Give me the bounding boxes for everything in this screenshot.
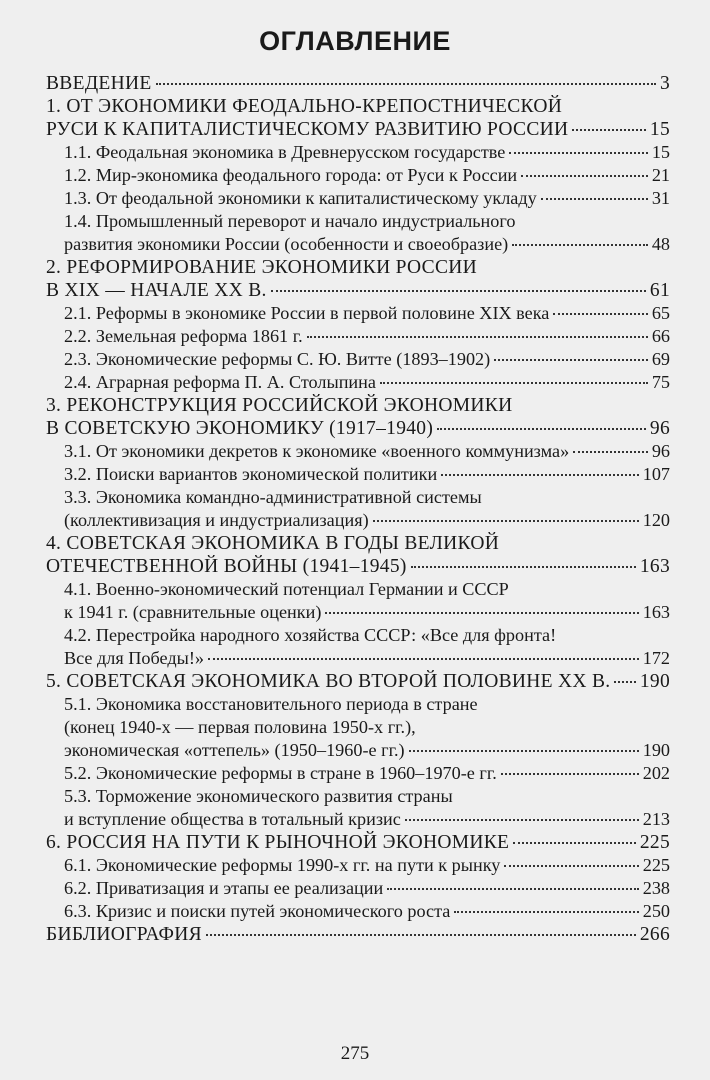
toc-chapter [46,831,670,854]
dot-leader [553,313,647,315]
toc-entry-line [64,325,670,348]
page-number: 275 [340,1043,370,1064]
toc-page-number: 225 [639,832,670,853]
dot-leader [373,520,639,522]
toc-entry-text: к 1941 г. (сравнительные оценки) [64,602,322,622]
toc-entry-text: РУСИ К КАПИТАЛИСТИЧЕСКОМУ РАЗВИТИЮ РОССИИ [46,119,569,140]
toc-entry-line [46,118,670,141]
dot-leader [541,198,648,200]
toc-entry-line [64,233,670,256]
toc-entry-line [64,854,670,877]
toc-entry-line [64,762,670,785]
dot-leader [387,888,638,890]
toc-entry-line [64,440,670,463]
toc-entry-line [64,900,670,923]
toc-entry-text: 2.1. Реформы в экономике России в первой половине XIX века [64,303,550,323]
page-title: ОГЛАВЛЕНИЕ [259,26,451,56]
toc-entry-text: 1. ОТ ЭКОНОМИКИ ФЕОДАЛЬНО-КРЕПОСТНИЧЕСКОЙ [46,96,563,117]
toc-section [46,624,670,670]
toc-page-number: 266 [639,924,670,945]
toc-entry-text: развития экономики России (особенности и своеобразие) [64,234,509,254]
toc-page-number: 190 [639,671,670,692]
toc-entry-line [64,371,670,394]
toc-page-number: 225 [642,855,670,875]
dot-leader [156,83,656,85]
toc-chapter [46,256,670,302]
toc-chapter [46,394,670,440]
toc-section [46,785,670,831]
toc-entry-text: 4. СОВЕТСКАЯ ЭКОНОМИКА В ГОДЫ ВЕЛИКОЙ [46,533,500,554]
toc-page-number: 250 [642,901,670,921]
dot-leader [501,773,639,775]
toc-entry-line [64,877,670,900]
toc-page-number: 21 [651,165,670,185]
toc-page-number: 69 [651,349,670,369]
toc-chapter [46,923,670,946]
toc-entry-line [64,509,670,532]
toc-entry-line [64,302,670,325]
dot-leader [271,290,646,292]
toc-entry-line [46,923,670,946]
toc-page-number: 65 [651,303,670,323]
dot-leader [411,566,636,568]
toc-page-number: 107 [642,464,670,484]
toc-section [46,578,670,624]
toc-entry-line [64,647,670,670]
toc-entry-text: экономическая «оттепель» (1950–1960-е гг.) [64,740,405,760]
toc-entry-text: 3. РЕКОНСТРУКЦИЯ РОССИЙСКОЙ ЭКОНОМИКИ [46,395,513,416]
toc-entry-text: 1.3. От феодальной экономики к капиталистическому укладу [64,188,537,208]
toc-entry-text: 5. СОВЕТСКАЯ ЭКОНОМИКА ВО ВТОРОЙ ПОЛОВИНЕ XX В. [46,671,611,692]
toc-chapter [46,72,670,95]
toc-section [46,187,670,210]
toc-entry-line [46,72,670,95]
toc-entry-text: 4.1. Военно-экономический потенциал Германии и СССР [64,579,509,599]
toc-entry-text: 1.2. Мир-экономика феодального города: от Руси к России [64,165,518,185]
toc-page-number: 202 [642,763,670,783]
toc-entry-text: 3.2. Поиски вариантов экономической политики [64,464,438,484]
toc-entry-text: 6.3. Кризис и поиски путей экономического роста [64,901,451,921]
toc-entry-text: В XIX — НАЧАЛЕ XX В. [46,280,267,301]
toc-entry-line [64,739,670,762]
toc-entry-text: (конец 1940-х — первая половина 1950-х гг.), [64,717,416,737]
dot-leader [454,911,638,913]
dot-leader [504,865,638,867]
toc-entry-line [64,141,670,164]
dot-leader [208,658,639,660]
dot-leader [380,382,648,384]
dot-leader [307,336,648,338]
toc-entry-line [64,164,670,187]
toc-entry-text: 3.3. Экономика командно-административной системы [64,487,482,507]
toc-section [46,302,670,325]
toc-entry-line [64,463,670,486]
toc-page-number: 31 [651,188,670,208]
toc-chapter [46,95,670,141]
toc-page-number: 238 [642,878,670,898]
toc-section [46,348,670,371]
toc-entry-text: Все для Победы!» [64,648,204,668]
toc-entry-text: 2.2. Земельная реформа 1861 г. [64,326,303,346]
toc-page-number: 61 [649,280,670,301]
toc-entry-line [46,831,670,854]
toc-section [46,141,670,164]
toc-entry-line [46,670,670,693]
toc-page-number: 15 [649,119,670,140]
dot-leader [494,359,648,361]
toc-page-number: 96 [651,441,670,461]
toc-entry-text: БИБЛИОГРАФИЯ [46,924,202,945]
toc-entry-text: ВВЕДЕНИЕ [46,73,152,94]
toc-entry-text: 2.4. Аграрная реформа П. А. Столыпина [64,372,376,392]
toc-entry-text: 3.1. От экономики декретов к экономике «военного коммунизма» [64,441,570,461]
toc-page-number: 75 [651,372,670,392]
dot-leader [521,175,648,177]
toc-entry-text: и вступление общества в тотальный кризис [64,809,401,829]
toc-entry-line [46,555,670,578]
toc-section [46,210,670,256]
toc-page-number: 15 [651,142,670,162]
dot-leader [572,129,645,131]
toc-page-number: 48 [651,234,670,254]
dot-leader [325,612,638,614]
toc-entry-text: 6.1. Экономические реформы 1990-х гг. на пути к рынку [64,855,501,875]
toc-section [46,463,670,486]
toc-page-number: 190 [642,740,670,760]
toc-entry-text: 5.1. Экономика восстановительного периода в стране [64,694,478,714]
dot-leader [513,842,636,844]
dot-leader [573,451,648,453]
toc-section [46,900,670,923]
toc-entry-text: В СОВЕТСКУЮ ЭКОНОМИКУ (1917–1940) [46,418,434,439]
toc-entry-text: ОТЕЧЕСТВЕННОЙ ВОЙНЫ (1941–1945) [46,556,407,577]
toc-section [46,693,670,762]
toc-section [46,440,670,463]
dot-leader [509,152,647,154]
toc-page-number: 3 [659,73,670,94]
toc-entry-line [46,279,670,302]
dot-leader [409,750,639,752]
toc-page-number: 66 [651,326,670,346]
toc-entry-text: 6. РОССИЯ НА ПУТИ К РЫНОЧНОЙ ЭКОНОМИКЕ [46,832,510,853]
toc-section [46,371,670,394]
table-of-contents [46,72,670,946]
toc-entry-text: 1.1. Феодальная экономика в Древнерусском государстве [64,142,506,162]
toc-entry-text: 6.2. Приватизация и этапы ее реализации [64,878,384,898]
toc-chapter [46,670,670,693]
toc-entry-text: 5.3. Торможение экономического развития страны [64,786,453,806]
toc-entry-text: 4.2. Перестройка народного хозяйства СССР: «Все для фронта! [64,625,557,645]
toc-entry-line [46,417,670,440]
dot-leader [437,428,646,430]
toc-entry-text: 5.2. Экономические реформы в стране в 1960–1970-е гг. [64,763,497,783]
toc-entry-line [64,601,670,624]
toc-chapter [46,532,670,578]
dot-leader [512,244,648,246]
toc-section [46,854,670,877]
toc-page-number: 213 [642,809,670,829]
dot-leader [441,474,639,476]
toc-entry-line [64,808,670,831]
toc-entry-text: 2.3. Экономические реформы С. Ю. Витте (1893–1902) [64,349,491,369]
dot-leader [405,819,639,821]
toc-section [46,325,670,348]
dot-leader [614,681,635,683]
dot-leader [206,934,636,936]
toc-page-number: 163 [642,602,670,622]
toc-page-number: 163 [639,556,670,577]
toc-page-number: 120 [642,510,670,530]
toc-section [46,877,670,900]
toc-entry-text: 1.4. Промышленный переворот и начало индустриального [64,211,516,231]
toc-section [46,164,670,187]
toc-section [46,762,670,785]
toc-page-number: 172 [642,648,670,668]
toc-entry-line [64,187,670,210]
toc-entry-line [64,348,670,371]
toc-entry-text: 2. РЕФОРМИРОВАНИЕ ЭКОНОМИКИ РОССИИ [46,257,478,278]
toc-page-number: 96 [649,418,670,439]
toc-section [46,486,670,532]
toc-entry-text: (коллективизация и индустриализация) [64,510,369,530]
